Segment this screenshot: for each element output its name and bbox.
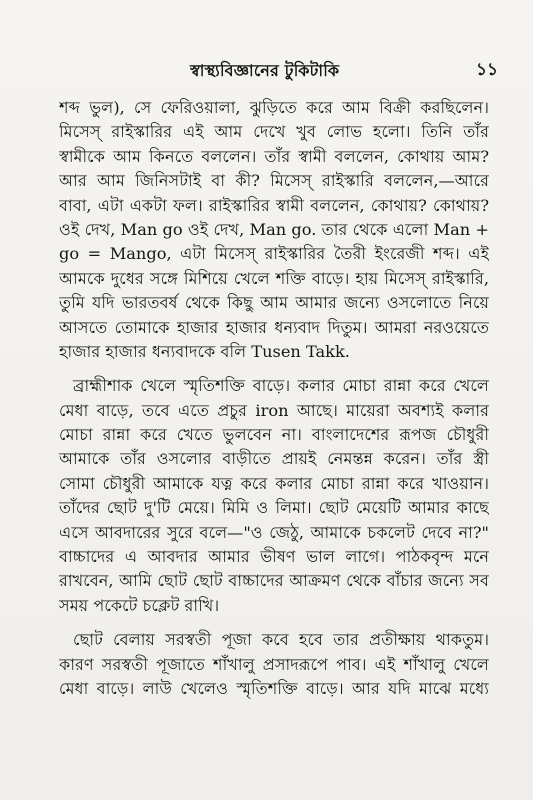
text-line: আমকে দুধের সঙ্গে মিশিয়ে খেলে শক্তি বাড়ে। হায় মিসেস্ রাইস্কারি,: [59, 268, 489, 288]
text-line: স্বামীকে আম কিনতে বললেন। তাঁর স্বামী বললেন, কোথায় আম?: [59, 146, 489, 166]
body-text: [59, 96, 489, 701]
paragraph-3: [59, 628, 489, 701]
text-line: ছোট বেলায় সরস্বতী পূজা কবে হবে তার প্রতীক্ষায় থাকতুম।: [73, 630, 489, 650]
text-line: মোচা রান্না করে খেতে ভুলবেন না। বাংলাদেশের রূপজ চৌধুরী: [59, 425, 489, 445]
paragraph-2: [59, 374, 489, 618]
running-title: স্বাস্থ্যবিজ্ঞানের টুকিটাকি: [190, 61, 340, 80]
text-line: ওই দেখ, Man go ওই দেখ, Man go. তার থেকে এলো Man +: [59, 219, 489, 239]
text-line: আমাকে তাঁর ওসলোর বাড়ীতে প্রায়ই নেমন্তন্ন করেন। তাঁর স্ত্রী: [59, 449, 489, 469]
text-line: তাঁদের ছোট দু'টি মেয়ে। মিমি ও লিমা। ছোট মেয়েটি আমার কাছে: [59, 498, 489, 518]
paragraph-1: [59, 96, 489, 364]
page-number: ১১: [475, 60, 498, 80]
text-line: হাজার হাজার ধন্যবাদকে বলি Tusen Takk.: [59, 341, 350, 361]
text-line: মেধা বাড়ে। লাউ খেলেও স্মৃতিশক্তি বাড়ে। আর যদি মাঝে মধ্যে: [59, 678, 489, 698]
text-line: আসতে তোমাকে হাজার হাজার ধন্যবাদ দিতুম। আমরা নরওয়েতে: [59, 317, 489, 337]
text-line: আর আম জিনিসটাই বা কী? মিসেস্ রাইস্কারি বললেন,—আরে: [59, 171, 489, 191]
text-line: সোমা চৌধুরী আমাকে যত্ন করে কলার মোচা রান্না করে খাওয়ান।: [59, 473, 489, 493]
text-line: সময় পকেটে চক্লেট রাখি।: [59, 595, 220, 615]
text-line: এসে আবদারের সুরে বলে—"ও জেঠু, আমাকে চকলেট দেবে না?": [59, 522, 489, 542]
text-line: ব্রাহ্মীশাক খেলে স্মৃতিশক্তি বাড়ে। কলার মোচা রান্না করে খেলে: [73, 376, 489, 396]
page-header: [190, 58, 520, 86]
text-line: মিসেস্ রাইস্কারির এই আম দেখে খুব লোভ হলো। তিনি তাঁর: [59, 122, 489, 142]
text-line: শব্দ ভুল), সে ফেরিওয়ালা, ঝুড়িতে করে আম বিক্রী করছিলেন।: [59, 98, 489, 117]
text-line: মেধা বাড়ে, তবে এতে প্রচুর iron আছে। মায়েরা অবশ্যই কলার: [59, 400, 489, 420]
paragraph-spacer: [59, 364, 489, 374]
text-line: বাবা, এটা একটা ফল। রাইস্কারির স্বামী বললেন, কোথায়? কোথায়?: [59, 195, 489, 215]
text-line: go = Mango, এটা মিসেস্ রাইস্কারির তৈরী ইংরেজী শব্দ। এই: [59, 244, 489, 264]
text-line: বাচ্চাদের এ আবদার আমার ভীষণ ভাল লাগে। পাঠকবৃন্দ মনে: [59, 547, 489, 567]
text-line: কারণ সরস্বতী পূজাতে শাঁখালু প্রসাদরূপে পাব। এই শাঁখালু খেলে: [59, 654, 489, 674]
text-line: তুমি যদি ভারতবর্ষ থেকে কিছু আম আমার জন্যে ওসলোতে নিয়ে: [59, 293, 489, 313]
text-line: রাখবেন, আমি ছোট ছোট বাচ্চাদের আক্রমণ থেকে বাঁচার জন্যে সব: [59, 571, 489, 591]
paragraph-spacer: [59, 618, 489, 628]
